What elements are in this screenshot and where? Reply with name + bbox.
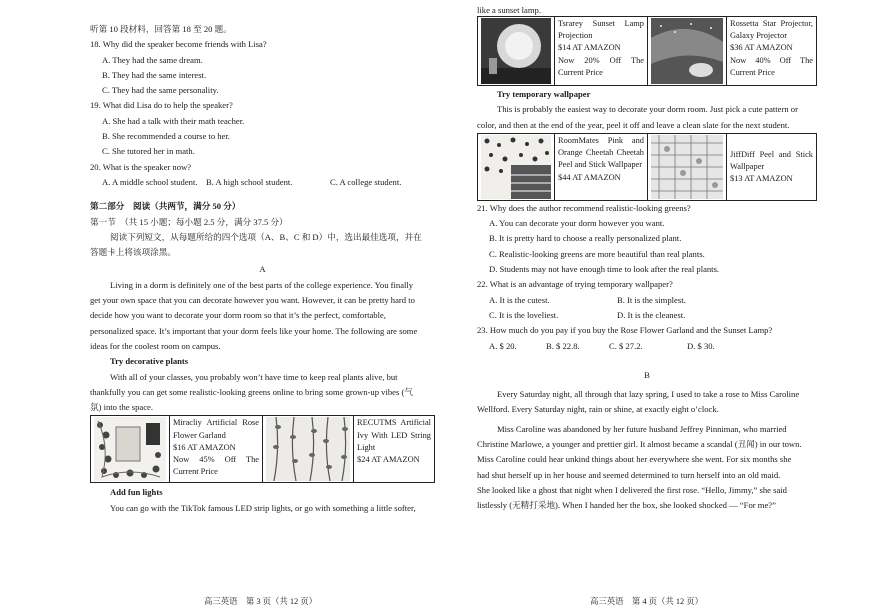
left-page bbox=[90, 0, 435, 516]
page-footer-left: 高三英语 第 3 页（共 12 页） bbox=[204, 597, 318, 606]
option: B. They had the same interest. bbox=[102, 69, 207, 80]
product-price: $24 AT AMAZON bbox=[357, 455, 420, 465]
option: C. Realistic-looking greens are more beautiful than real plants. bbox=[489, 248, 705, 259]
subheading-lights: Add fun lights bbox=[110, 487, 163, 498]
question-20 bbox=[90, 160, 435, 191]
option: C. They had the same personality. bbox=[102, 85, 219, 96]
question-23 bbox=[477, 323, 817, 354]
paragraph-line: like a sunset lamp. bbox=[477, 5, 541, 15]
question-text: 20. What is the speaker now? bbox=[90, 161, 192, 172]
paragraph-line: Wellford. Every Saturday night, rain or shine, at exactly eight o’clock. bbox=[477, 404, 719, 415]
product-name: RoomMates Pink and Orange Cheetah Cheetah Peel and Stick Wallpaper bbox=[558, 135, 644, 170]
option: B. A high school student. bbox=[206, 176, 293, 187]
question-text: 21. Why does the author recommend realistic-looking greens? bbox=[477, 202, 691, 213]
option-row bbox=[90, 175, 435, 190]
instruction: 阅读下列短文，从每题所给的四个选项（A、B、C 和 D）中，选出最佳选项，并在 bbox=[110, 231, 422, 242]
paragraph-b2 bbox=[477, 422, 817, 514]
option: C. $ 27.2. bbox=[609, 340, 643, 351]
question-text: 19. What did Lisa do to help the speaker? bbox=[90, 100, 233, 111]
cheetah-wallpaper-image bbox=[478, 133, 555, 200]
passage-label: B bbox=[644, 369, 650, 380]
option: A. $ 20. bbox=[489, 340, 517, 351]
paragraph-line: With all of your classes, you probably won’t have time to keep real plants alive, but bbox=[110, 371, 398, 382]
option: B. She recommended a course to her. bbox=[102, 131, 230, 142]
product-discount: Now 20% Off The Current Price bbox=[558, 55, 644, 77]
paragraph-line: Miss Caroline was abandoned by her future husband Jeffrey Pinniman, who married bbox=[497, 423, 787, 434]
option-row bbox=[477, 293, 817, 308]
option: A. A middle school student. bbox=[102, 176, 198, 187]
paragraph-line: listlessly (无精打采地). When I handed her the box, she looked shocked — “For me?” bbox=[477, 500, 776, 511]
option: A. It is the cutest. bbox=[489, 294, 550, 305]
wallpaper-product-table bbox=[477, 133, 817, 201]
paragraph-wallpaper bbox=[477, 102, 817, 133]
option: A. You can decorate your dorm however you want. bbox=[489, 218, 665, 229]
product-price: $16 AT AMAZON bbox=[173, 442, 236, 452]
sunset-lamp-info bbox=[555, 17, 648, 86]
product-name: Miracliy Artificial Rose Flower Garland bbox=[173, 418, 259, 440]
question-18 bbox=[90, 37, 435, 98]
paragraph-line: This is probably the easiest way to decorate your dorm room. Just pick a cute pattern or bbox=[497, 104, 798, 115]
paragraph-line: get your own space that you can decorate however you want. However, it can be pretty hard to bbox=[90, 295, 415, 306]
rose-garland-info bbox=[170, 416, 263, 483]
paragraph-line: decide how you want to decorate your dorm room so that it’s the perfect, comfortable, bbox=[90, 310, 386, 321]
question-text: 23. How much do you pay if you buy the Rose Flower Garland and the Sunset Lamp? bbox=[477, 325, 773, 336]
product-name: JiffDiff Peel and Stick Wallpaper bbox=[730, 149, 813, 171]
product-name: RECUTMS Artificial Ivy With LED String Light bbox=[357, 418, 431, 452]
paragraph-plants bbox=[90, 370, 435, 416]
paragraph-line: 氛) into the space. bbox=[90, 402, 154, 413]
ivy-light-image bbox=[263, 416, 354, 483]
paragraph-line: Miss Caroline could hear unkind things about her everywhere she went. For six months she bbox=[477, 454, 792, 465]
paragraph-intro bbox=[90, 278, 435, 354]
product-name: Tsrarey Sunset Lamp Projection bbox=[558, 19, 644, 41]
product-price: $44 AT AMAZON bbox=[558, 172, 621, 182]
option: B. $ 22.8. bbox=[546, 340, 580, 351]
product-discount: Now 40% Off The Current Price bbox=[730, 55, 813, 77]
paragraph-b1 bbox=[477, 387, 817, 418]
option: C. She tutored her in math. bbox=[102, 146, 195, 157]
paragraph-line: ideas for the coolest room on campus. bbox=[90, 340, 221, 351]
part2-heading: 第二部分 阅读（共两节，满分 50 分） bbox=[90, 201, 241, 212]
product-price: $13 AT AMAZON bbox=[730, 173, 793, 183]
product-name: Rossetta Star Projector, Galaxy Projector bbox=[730, 19, 813, 41]
option: B. It is the simplest. bbox=[617, 294, 686, 305]
option: A. They had the same dream. bbox=[102, 54, 203, 65]
option-row bbox=[477, 308, 817, 323]
product-price: $36 AT AMAZON bbox=[730, 43, 793, 53]
subheading-plants: Try decorative plants bbox=[110, 356, 189, 367]
lamps-product-table bbox=[477, 16, 817, 86]
instruction: 答题卡上将该项涂黑。 bbox=[90, 247, 176, 258]
option: D. Students may not have enough time to look after the real plants. bbox=[489, 264, 720, 275]
listening-intro: 听第 10 段材料，回答第 18 至 20 题。 bbox=[90, 24, 232, 34]
paragraph-line: You can go with the TikTok famous LED strip lights, or go with something a little softer, bbox=[110, 502, 416, 513]
paragraph-line: Every Saturday night, all through that lazy spring, I used to take a rose to Miss Caroline bbox=[497, 389, 800, 400]
star-projector-image bbox=[648, 17, 727, 86]
plants-product-table bbox=[90, 415, 435, 483]
rose-garland-image bbox=[91, 416, 170, 483]
option: C. It is the loveliest. bbox=[489, 309, 559, 320]
jiffdiff-wallpaper-info bbox=[727, 133, 817, 200]
product-discount: Now 45% Off The Current Price bbox=[173, 455, 259, 477]
product-price: $14 AT AMAZON bbox=[558, 43, 621, 53]
paragraph-line: Living in a dorm is definitely one of the best parts of the college experience. You finally bbox=[110, 279, 414, 290]
ivy-light-info bbox=[354, 416, 435, 483]
option-row bbox=[477, 339, 817, 354]
question-21 bbox=[477, 201, 817, 277]
option: B. It is pretty hard to choose a really personalized plant. bbox=[489, 233, 682, 244]
page-footer-right: 高三英语 第 4 页（共 12 页） bbox=[590, 597, 704, 606]
paragraph-line: personalized space. It’s important that your dorm feels like your home. The following are some bbox=[90, 325, 418, 336]
option: A. She had a talk with their math teacher. bbox=[102, 115, 245, 126]
question-text: 18. Why did the speaker become friends with Lisa? bbox=[90, 39, 267, 50]
question-19 bbox=[90, 98, 435, 159]
paragraph-line: Christine Marlowe, a younger and prettier girl. It almost became a scandal (丑闻) in our town. bbox=[477, 439, 802, 450]
cheetah-wallpaper-info bbox=[555, 133, 648, 200]
paragraph-line: had shut herself up in her house and seemed determined to turn herself into an old maid. bbox=[477, 469, 781, 480]
subheading-wallpaper: Try temporary wallpaper bbox=[497, 89, 591, 99]
option: D. $ 30. bbox=[687, 340, 715, 351]
paragraph-line: color, and then at the end of the year, peel it off and leave a clean slate for the next student. bbox=[477, 119, 790, 130]
option: D. It is the cleanest. bbox=[617, 309, 686, 320]
star-projector-info bbox=[727, 17, 817, 86]
paragraph-line: She looked like a ghost that night when I delivered the first rose. “Hello, Jimmy,” she said bbox=[477, 484, 787, 495]
paragraph-line: thankfully you can get some realistic-looking greens online to bring some grown-up vibes (气 bbox=[90, 386, 413, 397]
option: C. A college student. bbox=[330, 176, 402, 187]
sunset-lamp-image bbox=[478, 17, 555, 86]
jiffdiff-wallpaper-image bbox=[648, 133, 727, 200]
section-heading: 第一节 （共 15 小题；每小题 2.5 分，满分 37.5 分） bbox=[90, 216, 288, 227]
question-22 bbox=[477, 277, 817, 323]
right-page bbox=[477, 0, 817, 514]
question-text: 22. What is an advantage of trying temporary wallpaper? bbox=[477, 279, 673, 290]
passage-label: A bbox=[259, 264, 266, 275]
